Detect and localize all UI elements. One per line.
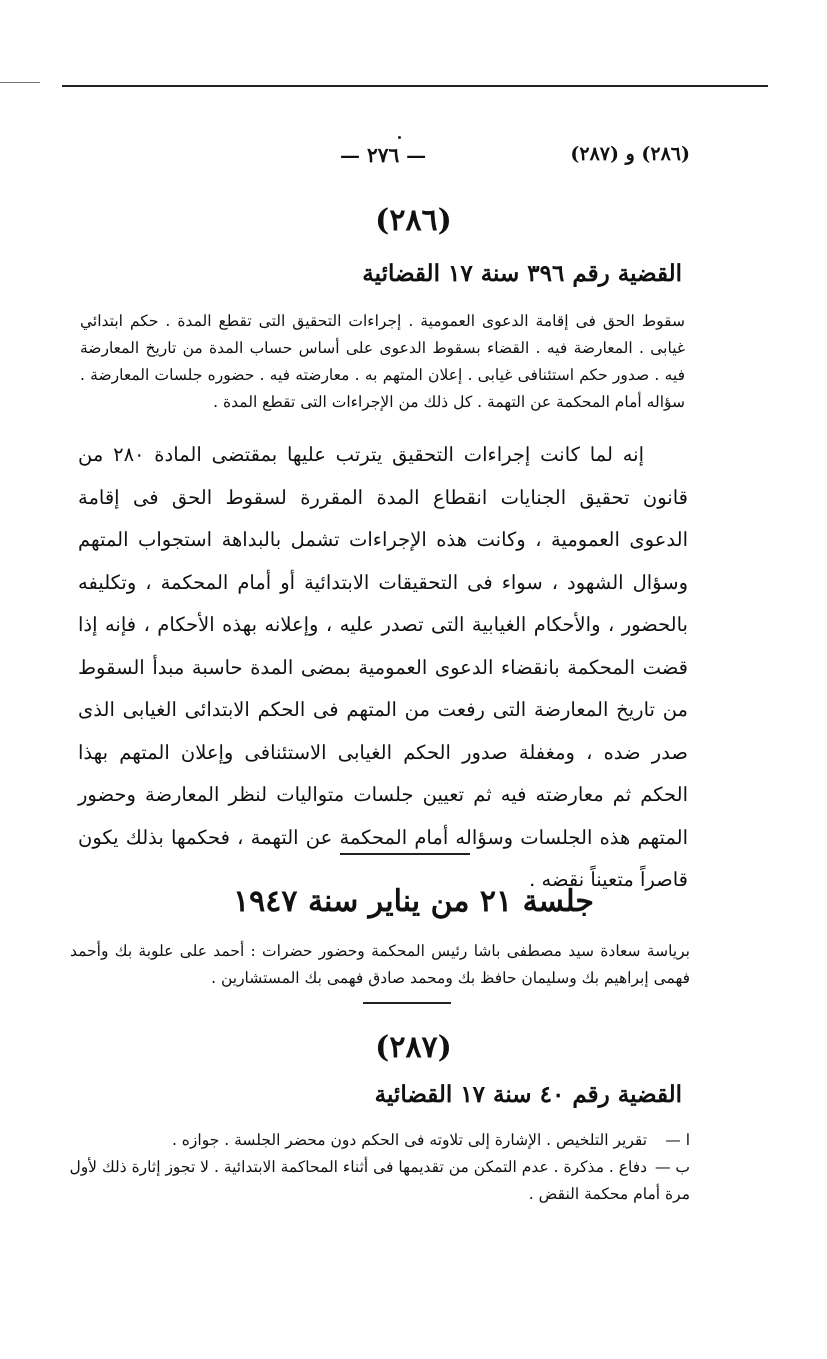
running-header [80,143,690,173]
case-286-number: (٢٨٦) [375,203,452,238]
top-rule [62,85,768,87]
list-item [60,1127,690,1154]
list-item-text: دفاع . مذكرة . عدم التمكن من تقديمها فى أثناء المحاكمة الابتدائية . لا تجوز إثارة ذلك لأول مرة أمام محكمة النقض . [69,1158,690,1203]
session-title: جلسة ٢١ من يناير سنة ١٩٤٧ [233,884,594,919]
case-287-title: القضية رقم ٤٠ سنة ١٧ القضائية [374,1081,682,1108]
section-separator [340,853,470,855]
page-number: — ٢٧٦ — [340,143,427,167]
case-286-body-text: إنه لما كانت إجراءات التحقيق يترتب عليها بمقتضى المادة ٢٨٠ من قانون تحقيق الجنايات انقطاع المدة المقررة لسقوط الحق فى إقامة الدعوى العمومية ، وكانت هذه الإجراءات تشمل بالبداهة استجواب المتهم وسؤال الشهود ، سواء فى التحقيقات الابتدائية أو أمام المحكمة ، وتكليفه بالحضور ، والأحكام الغيابية التى تصدر عليه ، وإعلانه بهذه الأحكام ، فإنه إذا قضت المحكمة بانقضاء الدعوى العمومية بمضى المدة حاسبة مبدأ السقوط من تاريخ المعارضة التى رفعت من المتهم فى الحكم الابتدائى الغيابى الذى صدر ضده ، ومغفلة صدور الحكم الغيابى الاستئنافى وإعلان المتهم بهذا الحكم ثم معارضته فيه ثم تعيين جلسات متواليات لنظر المعارضة وحضور المتهم هذه الجلسات وسؤاله أمام المحكمة عن التهمة ، فحكمها بذلك يكون قاصراً متعيناً نقضه . [78,443,688,891]
top-left-rule [0,82,40,83]
session-presidency: برياسة سعادة سيد مصطفى باشا رئيس المحكمة وحضور حضرات : أحمد على علوبة بك وأحمد فهمى إبراهيم بك وسليمان حافظ بك ومحمد صادق فهمى بك المستشارين . [70,942,690,987]
list-item-text: تقرير التلخيص . الإشارة إلى تلاوته فى الحكم دون محضر الجلسة . جوازه . [171,1131,648,1149]
case-286-body [78,434,688,902]
list-item [60,1154,690,1208]
list-item-mark: ا — [665,1131,690,1149]
page-reference: (٢٨٦) و (٢٨٧) [570,143,690,165]
case-287-summary-list [60,1127,690,1208]
list-item-mark: ب — [654,1158,690,1176]
case-286-summary: سقوط الحق فى إقامة الدعوى العمومية . إجراءات التحقيق التى تقطع المدة . حكم ابتدائي غيابى . المعارضة فيه . القضاء بسقوط الدعوى على أساس حساب المدة من تاريخ المعارضة فيه . صدور حكم استئنافى غيابى . إعلان المتهم به . معارضته فيه . حضوره جلسات المعارضة . سؤاله أمام المحكمة عن التهمة . كل ذلك من الإجراءات التى تقطع المدة . [80,312,685,411]
case-286-title: القضية رقم ٣٩٦ سنة ١٧ القضائية [362,260,682,287]
header-dot [398,136,401,139]
case-287-number: (٢٨٧) [375,1030,452,1065]
section-separator-2 [363,1002,451,1004]
